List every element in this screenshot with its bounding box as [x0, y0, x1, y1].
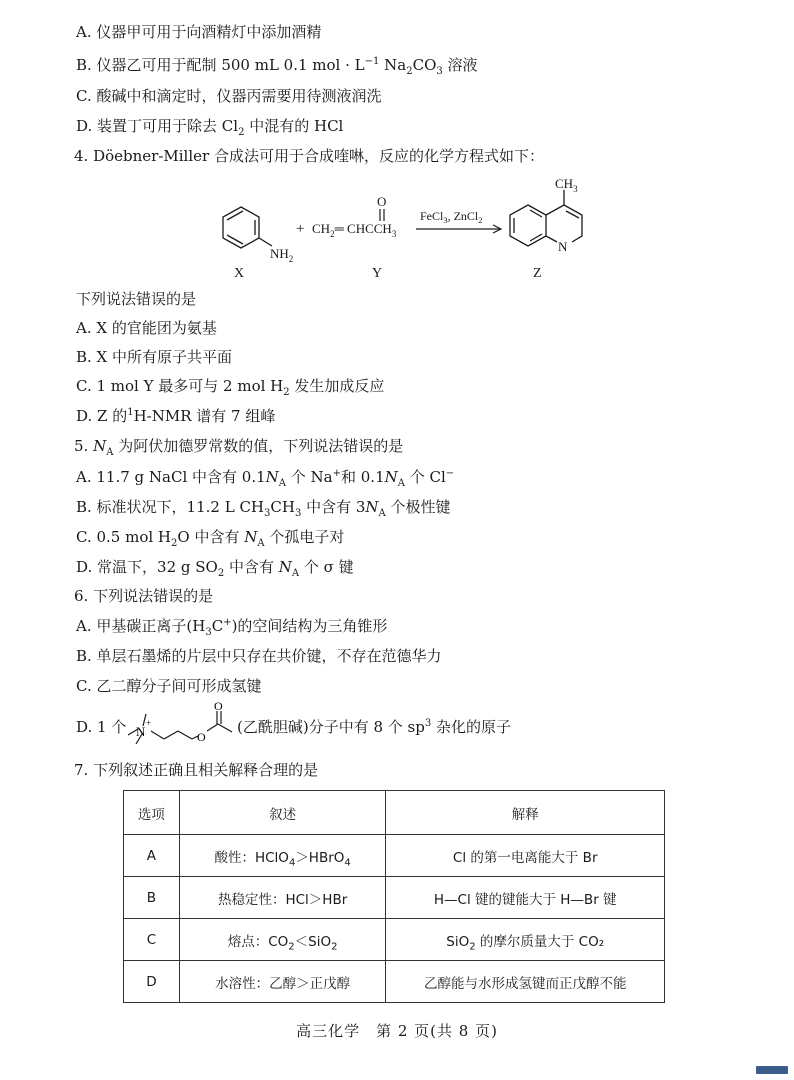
header-statement: 叙述: [179, 791, 386, 835]
row-option: B: [124, 877, 180, 919]
plus-sign: +: [296, 221, 305, 237]
q6-option-d-prefix: D. 1 个: [76, 718, 127, 736]
q5-stem: 5. $N_A$ 为阿伏加德罗常数的值，下列说法错误的是: [74, 437, 404, 458]
row-statement: 热稳定性：HCl＞HBr: [179, 877, 386, 919]
q5-option-d: D. 常温下，32 g $SO_2$ 中含有 $N_A$ 个 σ 键: [76, 558, 354, 579]
q6-option-a: A. 甲基碳正离子$(H_3C^+)$的空间结构为三角锥形: [76, 617, 388, 638]
table-row: [124, 877, 665, 919]
quinoline-structure: [510, 190, 582, 246]
table-row: [124, 835, 665, 877]
row-statement: 水溶性：乙醇＞正戊醇: [179, 961, 386, 1003]
svg-text:N: N: [136, 724, 146, 739]
carbonyl-o: O: [377, 194, 387, 209]
q5-option-b: B. 标准状况下，11.2 L $CH_3CH_3$ 中含有 $3N_A$ 个极性键: [76, 498, 451, 519]
row-option: C: [124, 919, 180, 961]
label-y: Y: [372, 266, 383, 281]
row-explanation: 乙醇能与水形成氢键而正戊醇不能: [386, 961, 665, 1003]
row-explanation: SiO$_2$ 的摩尔质量大于 CO₂: [386, 919, 665, 961]
carbonyl-double-bond: [380, 209, 384, 221]
aniline-structure: [223, 207, 272, 248]
svg-text:O: O: [197, 730, 206, 744]
q5-option-a: A. 11.7 g NaCl 中含有 $0.1N_A$ 个 Na+和 $0.1N_A$ 个 Cl−: [76, 468, 455, 489]
q3-option-c: C. 酸碱中和滴定时，仪器丙需要用待测液润洗: [76, 87, 382, 105]
q5-option-c: C. 0.5 mol $H_2O$ 中含有 $N_A$ 个孤电子对: [76, 528, 345, 549]
q3-option-a: A. 仪器甲可用于向酒精灯中添加酒精: [76, 23, 322, 41]
y-formula: $CH_2═$ $CHCCH_3$: [312, 221, 397, 239]
q3-option-b: B. 仪器乙可用于配制 500 mL 0.1 mol · $L^{-1}$ $Na_2CO_3$ 溶液: [76, 56, 478, 77]
header-option: 选项: [124, 791, 180, 835]
q4-prompt: 下列说法错误的是: [76, 290, 197, 308]
reagents: FeCl$_3$, ZnCl$_2$: [420, 209, 483, 225]
svg-text:+: +: [146, 718, 152, 728]
q4-reaction-diagram: [0, 0, 794, 290]
q4-option-c: C. 1 mol Y 最多可与 2 mol $H_2$ 发生加成反应: [76, 377, 385, 398]
label-x: X: [234, 266, 245, 281]
header-explanation: 解释: [386, 791, 665, 835]
label-z: Z: [533, 266, 542, 281]
row-option: A: [124, 835, 180, 877]
q7-stem: 7. 下列叙述正确且相关解释合理的是: [74, 761, 319, 779]
q4-option-d: D. Z 的$^1$H-NMR 谱有 7 组峰: [76, 407, 276, 425]
q3-option-d: D. 装置丁可用于除去 $Cl_2$ 中混有的 HCl: [76, 117, 344, 138]
table-header-row: [124, 791, 665, 835]
table-row: [124, 919, 665, 961]
row-explanation: Cl 的第一电离能大于 Br: [386, 835, 665, 877]
q6-stem: 6. 下列说法错误的是: [74, 587, 214, 605]
nh2-label: NH: [270, 246, 289, 261]
q4-stem: 4. Döebner-Miller 合成法可用于合成喹啉，反应的化学方程式如下：: [74, 147, 544, 165]
q4-option-a: A. X 的官能团为氨基: [76, 319, 217, 337]
q6-option-d-suffix: (乙酰胆碱)分子中有 8 个 $sp^3$ 杂化的原子: [237, 718, 512, 736]
svg-text:NH2: $NH_2$: [270, 246, 294, 264]
page-footer: 高三化学 第 2 页(共 8 页): [296, 1022, 498, 1040]
table-row: [124, 961, 665, 1003]
corner-logo: [756, 1066, 788, 1074]
svg-text:O: O: [214, 699, 223, 713]
row-explanation: H—Cl 键的键能大于 H—Br 键: [386, 877, 665, 919]
ring-n: N: [558, 239, 568, 254]
row-option: D: [124, 961, 180, 1003]
reaction-arrow: [416, 225, 501, 233]
methyl-label: $CH_3$: [555, 176, 578, 194]
q6-option-b: B. 单层石墨烯的片层中只存在共价键，不存在范德华力: [76, 647, 442, 665]
row-statement: 酸性：HClO$_4$＞HBrO$_4$: [179, 835, 386, 877]
row-statement: 熔点：$CO_2<SiO_2$: [179, 919, 386, 961]
q4-option-b: B. X 中所有原子共平面: [76, 348, 233, 366]
q7-table: [123, 790, 665, 1003]
q6-option-c: C. 乙二醇分子间可形成氢键: [76, 677, 262, 695]
